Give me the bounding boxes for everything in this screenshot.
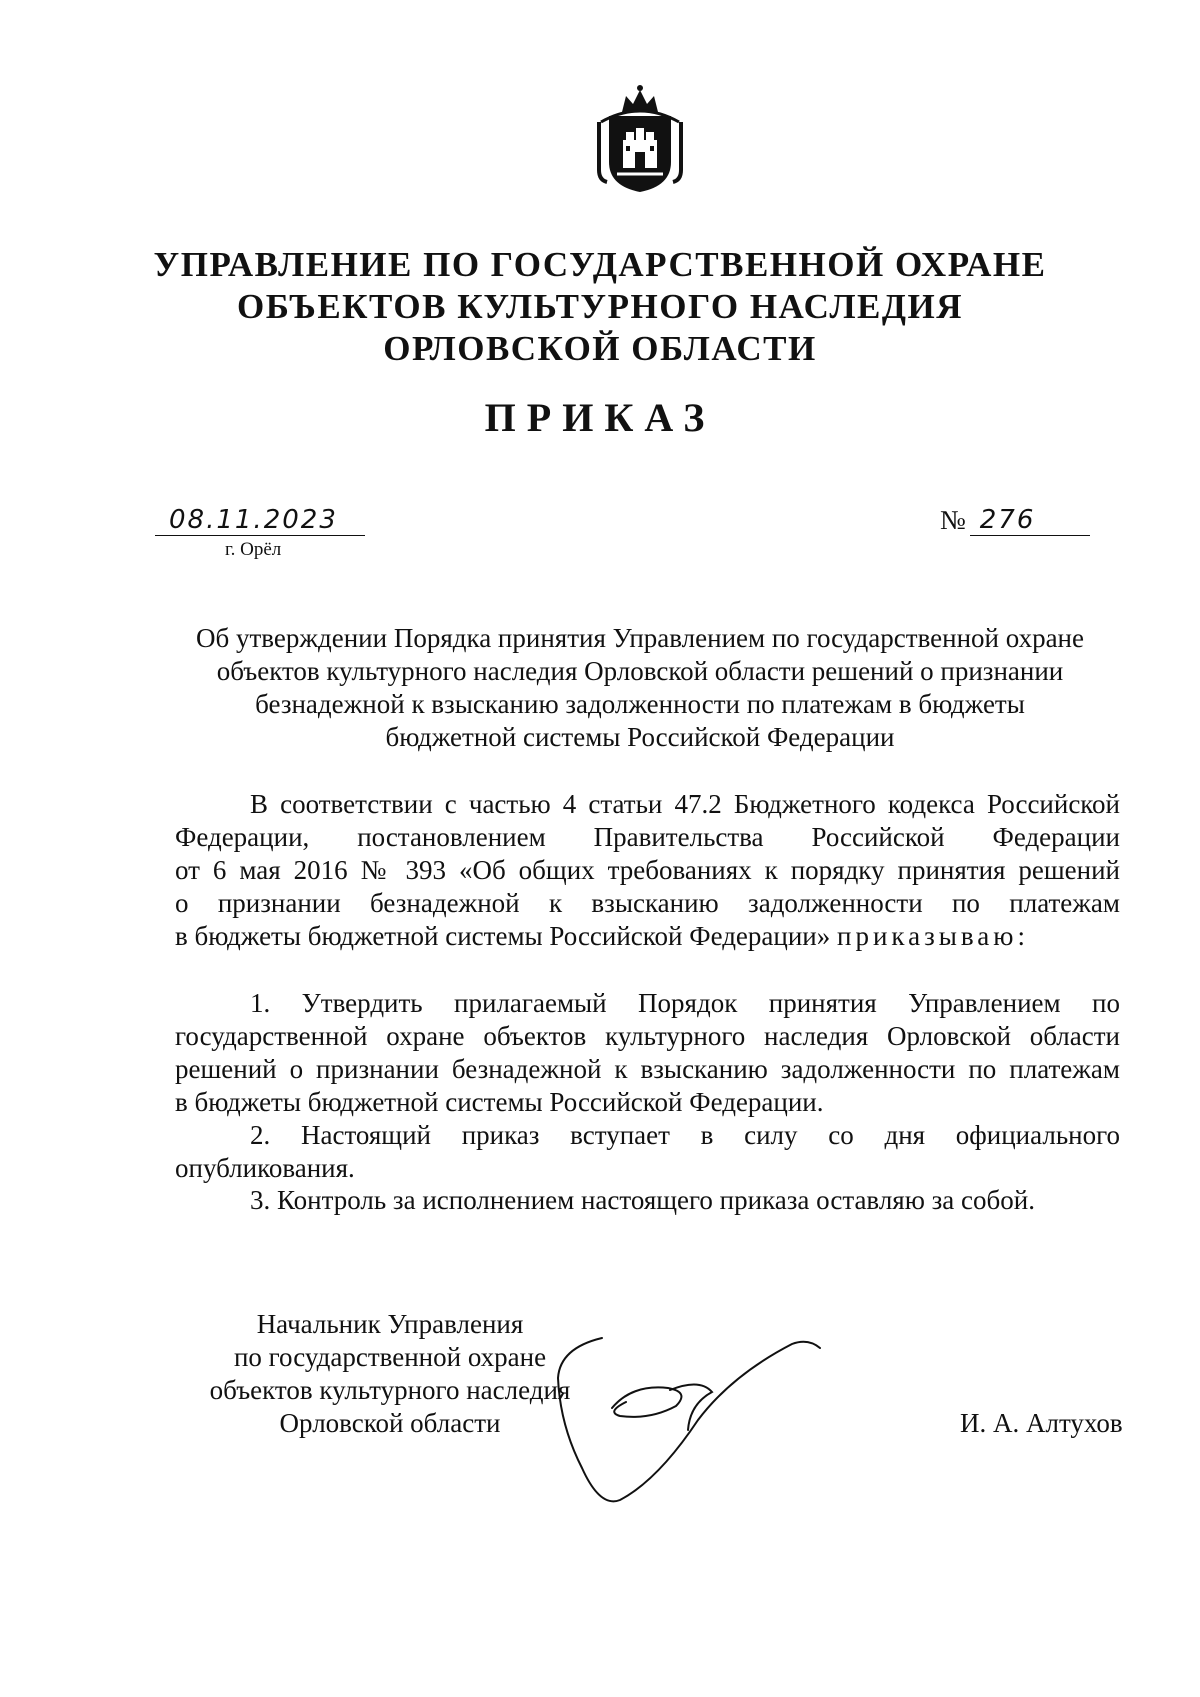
subject-line-2: объектов культурного наследия Орловской области решений о признании xyxy=(216,656,1064,686)
signer-name: И. А. Алтухов xyxy=(960,1408,1123,1438)
document-city: г. Орёл xyxy=(225,539,282,560)
signer-title-line-1: Начальник Управления xyxy=(256,1309,524,1339)
preamble-line-5-text: в бюджеты бюджетной системы Российской Федерации» xyxy=(175,921,831,951)
item-2-line-1: 2. Настоящий приказ вступает в силу со дня официального xyxy=(250,1120,1120,1150)
subject-line-3: безнадежной к взысканию задолженности по платежам в бюджеты xyxy=(255,689,1025,719)
number-sign: № xyxy=(940,505,966,535)
subject-line-1: Об утверждении Порядка принятия Управлением по государственной охране xyxy=(196,623,1084,653)
order-word: приказываю: xyxy=(837,921,1029,951)
document-subject xyxy=(160,622,1120,754)
number-block xyxy=(940,505,1090,536)
order-items xyxy=(175,987,1120,1185)
signer-title xyxy=(200,1308,580,1440)
preamble-line-1: В соответствии с частью 4 статьи 47.2 Бюджетного кодекса Российской xyxy=(250,789,1120,819)
document-number: 276 xyxy=(970,505,1090,536)
item-1-line-2: государственной охране объектов культурного наследия Орловской области xyxy=(175,1021,1120,1051)
item-1-line-4: в бюджеты бюджетной системы Российской Федерации. xyxy=(175,1087,824,1117)
item-3-line-1: 3. Контроль за исполнением настоящего приказа оставляю за собой. xyxy=(250,1185,1035,1215)
preamble-line-2: Федерации, постановлением Правительства Российской Федерации xyxy=(175,822,1120,852)
agency-name-line-1: УПРАВЛЕНИЕ ПО ГОСУДАРСТВЕННОЙ ОХРАНЕ xyxy=(153,245,1047,284)
preamble-line-3: от 6 мая 2016 № 393 «Об общих требованиях к порядку принятия решений xyxy=(175,855,1120,885)
signer-title-line-2: по государственной охране xyxy=(233,1342,547,1372)
item-1-line-3: решений о признании безнадежной к взысканию задолженности по платежам xyxy=(175,1054,1120,1084)
handwritten-signature xyxy=(540,1330,840,1515)
preamble-line-4: о признании безнадежной к взысканию задолженности по платежам xyxy=(175,888,1120,918)
date-block xyxy=(155,505,365,560)
preamble-paragraph xyxy=(175,788,1120,953)
agency-name-line-2: ОБЪЕКТОВ КУЛЬТУРНОГО НАСЛЕДИЯ xyxy=(237,287,963,326)
item-1-line-1: 1. Утвердить прилагаемый Порядок принятия Управлением по xyxy=(250,988,1120,1018)
agency-name xyxy=(150,244,1050,370)
document-date: 08.11.2023 xyxy=(155,505,365,536)
subject-line-4: бюджетной системы Российской Федерации xyxy=(385,722,895,752)
preamble-line-5 xyxy=(175,920,1120,953)
item-2-line-2: опубликования. xyxy=(175,1153,355,1183)
order-item-3 xyxy=(175,1184,1120,1217)
orel-oblast-coat-of-arms-icon xyxy=(595,82,685,194)
signer-title-line-3: объектов культурного наследия xyxy=(209,1375,571,1405)
agency-name-line-3: ОРЛОВСКОЙ ОБЛАСТИ xyxy=(383,329,817,368)
document-type: ПРИКАЗ xyxy=(484,395,716,440)
signer-title-line-4: Орловской области xyxy=(279,1408,501,1438)
